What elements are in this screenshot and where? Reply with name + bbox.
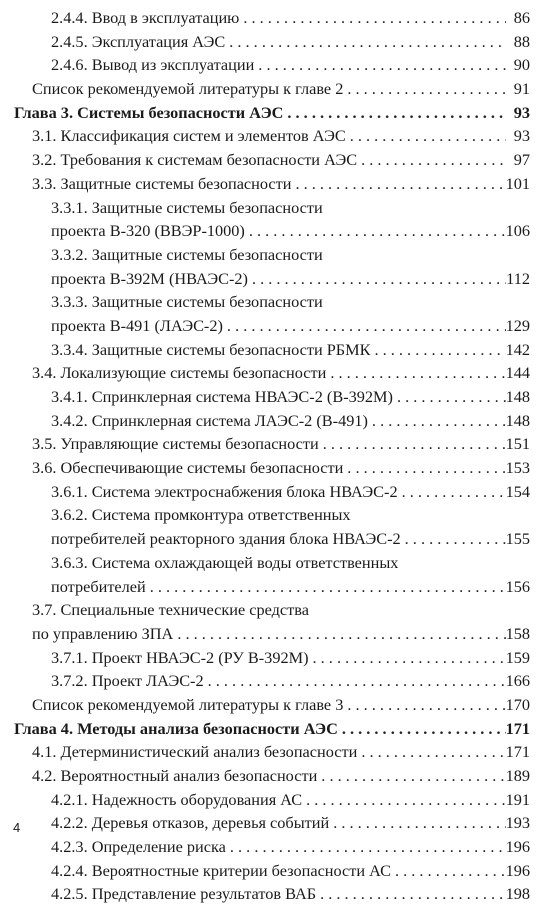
toc-row bbox=[0, 172, 550, 196]
toc-row bbox=[0, 811, 550, 835]
toc-row bbox=[0, 432, 550, 456]
toc-dot-leader bbox=[357, 148, 506, 172]
toc-entry-page: 166 bbox=[505, 671, 530, 691]
toc-row bbox=[0, 267, 550, 291]
toc-dot-leader bbox=[146, 575, 506, 599]
toc-entry-page: 90 bbox=[513, 55, 530, 75]
toc-dot-leader bbox=[317, 764, 505, 788]
toc-entry-title: 4.2.4. Вероятностные критерии безопасности АС bbox=[51, 860, 391, 880]
toc-entry bbox=[51, 480, 530, 504]
toc-dot-leader bbox=[338, 717, 506, 741]
toc-entry-page: 93 bbox=[513, 126, 530, 146]
toc-entry-page: 148 bbox=[505, 410, 530, 430]
toc-dot-leader bbox=[254, 53, 506, 77]
toc-entry bbox=[51, 575, 530, 599]
toc-row bbox=[0, 527, 550, 551]
toc-entry bbox=[51, 6, 530, 30]
toc-row bbox=[0, 764, 550, 788]
toc-entry-title: 3.4.2. Спринклерная система ЛАЭС-2 (В-491) bbox=[51, 410, 368, 430]
toc-row bbox=[0, 338, 550, 362]
toc-dot-leader bbox=[329, 811, 505, 835]
toc-entry bbox=[51, 811, 530, 835]
toc-entry-title: 4.2. Вероятностный анализ безопасности bbox=[32, 766, 318, 785]
toc-entry-page: 148 bbox=[505, 387, 530, 406]
toc-entry bbox=[51, 669, 530, 693]
toc-entry-title: 3.3.4. Защитные системы безопасности РБМК bbox=[51, 339, 371, 359]
toc-dot-leader bbox=[368, 409, 506, 433]
toc-entry-page: 154 bbox=[505, 481, 530, 501]
toc-row bbox=[0, 196, 550, 220]
toc-dot-leader bbox=[283, 101, 506, 125]
toc-entry-page: 151 bbox=[505, 434, 530, 454]
toc-row bbox=[0, 622, 550, 646]
toc-entry bbox=[51, 527, 530, 551]
toc-entry bbox=[51, 788, 530, 812]
toc-entry-title: 2.4.6. Вывод из эксплуатации bbox=[51, 55, 255, 75]
toc-row bbox=[0, 385, 550, 409]
toc-dot-leader bbox=[391, 859, 506, 883]
toc-dot-leader bbox=[319, 432, 506, 456]
toc-entry bbox=[32, 124, 530, 148]
toc-entry-title: 3.3.3. Защитные системы безопасности bbox=[51, 292, 323, 312]
toc-entry bbox=[32, 432, 530, 456]
toc-row bbox=[0, 124, 550, 148]
toc-entry bbox=[51, 882, 530, 906]
toc-entry-title: 3.7.1. Проект НВАЭС-2 (РУ В-392М) bbox=[51, 647, 309, 667]
toc-entry-title: 4.1. Детерминистический анализ безопасности bbox=[32, 742, 358, 762]
toc-row bbox=[0, 243, 550, 267]
toc-row bbox=[0, 788, 550, 812]
toc-entry bbox=[51, 646, 530, 670]
toc-entry bbox=[51, 338, 530, 362]
toc-row bbox=[0, 835, 550, 859]
toc-entry-title: 3.3.1. Защитные системы безопасности bbox=[51, 197, 323, 217]
toc-row bbox=[0, 598, 550, 622]
toc-row bbox=[0, 646, 550, 670]
toc-dot-leader bbox=[343, 693, 505, 717]
toc-entry-page: 91 bbox=[513, 79, 530, 99]
toc-row bbox=[0, 456, 550, 480]
toc-entry-page: 193 bbox=[505, 813, 530, 833]
toc-entry bbox=[32, 77, 530, 101]
toc-row bbox=[0, 409, 550, 433]
toc-entry bbox=[32, 148, 530, 172]
toc-entry-page: 191 bbox=[505, 789, 530, 809]
toc-entry-page: 171 bbox=[505, 742, 530, 762]
toc-entry bbox=[32, 740, 530, 764]
toc-entry-page: 198 bbox=[505, 884, 530, 904]
toc-dot-leader bbox=[225, 30, 506, 54]
toc-dot-leader bbox=[326, 361, 505, 385]
toc-entry-page: 196 bbox=[505, 837, 530, 857]
toc-entry-page: 93 bbox=[513, 102, 530, 122]
toc-entry-title: 2.4.5. Эксплуатация АЭС bbox=[51, 31, 226, 51]
toc-entry bbox=[14, 101, 530, 125]
toc-entry-title: Глава 3. Системы безопасности АЭС bbox=[14, 102, 284, 122]
toc-row bbox=[0, 219, 550, 243]
toc-row bbox=[0, 503, 550, 527]
toc-dot-leader bbox=[401, 527, 506, 551]
toc-row bbox=[0, 669, 550, 693]
toc-dot-leader bbox=[239, 6, 506, 30]
toc-entry-page: 112 bbox=[506, 268, 530, 288]
toc-entry bbox=[51, 30, 530, 54]
toc-row bbox=[0, 740, 550, 764]
toc-row bbox=[0, 551, 550, 575]
toc-dot-leader bbox=[370, 338, 505, 362]
toc-entry-page: 88 bbox=[513, 31, 530, 51]
toc-entry-title: проекта В-320 (ВВЭР-1000) bbox=[51, 221, 245, 241]
toc-dot-leader bbox=[357, 740, 505, 764]
toc-dot-leader bbox=[343, 456, 505, 480]
toc-entry-page: 129 bbox=[505, 315, 530, 335]
toc-row bbox=[0, 53, 550, 77]
toc-entry bbox=[51, 835, 530, 859]
toc-row bbox=[0, 314, 550, 338]
toc-row bbox=[0, 480, 550, 504]
toc-entry-page: 101 bbox=[505, 173, 530, 193]
toc-entry-title: Список рекомендуемой литературы к главе 3 bbox=[32, 694, 344, 714]
toc-row bbox=[0, 859, 550, 883]
toc-entry-title: 3.1. Классификация систем и элементов АЭС bbox=[32, 126, 346, 146]
toc-dot-leader bbox=[393, 385, 506, 409]
toc-entry bbox=[32, 456, 530, 480]
toc-entry-page: 106 bbox=[505, 221, 530, 241]
toc-row bbox=[0, 77, 550, 101]
toc-entry-title: по управлению ЗПА bbox=[32, 623, 174, 643]
toc-entry-title: Список рекомендуемой литературы к главе 2 bbox=[32, 79, 344, 99]
toc-entry bbox=[32, 172, 530, 196]
toc-entry-title: 4.2.3. Определение риска bbox=[51, 837, 226, 857]
toc-entry bbox=[14, 717, 530, 741]
toc-row bbox=[0, 290, 550, 314]
toc-row bbox=[0, 882, 550, 906]
toc-entry-title: 3.6.3. Система охлаждающей воды ответственных bbox=[51, 552, 399, 572]
toc-entry-title: 3.7.2. Проект ЛАЭС-2 bbox=[51, 671, 204, 691]
toc-entry bbox=[32, 361, 530, 385]
toc-entry-title: 4.2.5. Представление результатов ВАБ bbox=[51, 884, 317, 904]
toc-dot-leader bbox=[204, 669, 506, 693]
toc-entry-title: 3.7. Специальные технические средства bbox=[32, 600, 309, 620]
toc-entry bbox=[51, 385, 530, 409]
toc-row bbox=[0, 361, 550, 385]
toc-entry bbox=[32, 693, 530, 717]
toc-row bbox=[0, 693, 550, 717]
toc-dot-leader bbox=[309, 646, 506, 670]
toc-dot-leader bbox=[343, 77, 506, 101]
toc-entry-title: потребителей bbox=[51, 576, 146, 596]
toc-entry-page: 142 bbox=[505, 339, 530, 359]
toc-entry bbox=[51, 314, 530, 338]
toc-chapter-row bbox=[0, 717, 550, 741]
toc-entry-title: 3.5. Управляющие системы безопасности bbox=[32, 434, 319, 454]
toc-row bbox=[0, 575, 550, 599]
toc-entry-title: 3.3. Защитные системы безопасности bbox=[32, 173, 292, 193]
toc-dot-leader bbox=[346, 124, 506, 148]
toc-entry-page: 155 bbox=[505, 529, 530, 549]
toc-entry-page: 171 bbox=[505, 718, 530, 738]
toc-dot-leader bbox=[173, 622, 505, 646]
toc-entry-page: 158 bbox=[505, 623, 530, 643]
toc-entry-page: 170 bbox=[505, 694, 530, 714]
toc-entry-page: 144 bbox=[505, 363, 530, 383]
toc-row bbox=[0, 30, 550, 54]
toc-dot-leader bbox=[316, 882, 506, 906]
toc-dot-leader bbox=[248, 267, 506, 291]
toc-entry-title: 3.3.2. Защитные системы безопасности bbox=[51, 244, 323, 264]
toc-dot-leader bbox=[223, 314, 506, 338]
toc-dot-leader bbox=[291, 172, 505, 196]
table-of-contents bbox=[0, 6, 550, 906]
toc-entry bbox=[32, 622, 530, 646]
toc-entry-page: 86 bbox=[513, 8, 530, 27]
toc-entry-page: 196 bbox=[505, 860, 530, 880]
toc-entry-page: 153 bbox=[505, 458, 530, 478]
toc-entry bbox=[51, 409, 530, 433]
toc-entry-title: 3.6.2. Система промконтура ответственных bbox=[51, 505, 351, 525]
toc-entry bbox=[51, 267, 530, 291]
toc-entry-page: 189 bbox=[505, 766, 530, 785]
toc-entry-title: 3.2. Требования к системам безопасности АЭС bbox=[32, 150, 358, 170]
toc-entry-title: 4.2.2. Деревья отказов, деревья событий bbox=[51, 813, 330, 833]
toc-entry-title: 3.6. Обеспечивающие системы безопасности bbox=[32, 458, 344, 478]
toc-entry bbox=[51, 53, 530, 77]
toc-dot-leader bbox=[226, 835, 506, 859]
toc-entry-title: 3.4. Локализующие системы безопасности bbox=[32, 363, 327, 383]
toc-chapter-row bbox=[0, 101, 550, 125]
toc-entry-title: 4.2.1. Надежность оборудования АС bbox=[51, 789, 303, 809]
toc-entry-title: проекта В-491 (ЛАЭС-2) bbox=[51, 315, 223, 335]
toc-entry-page: 156 bbox=[505, 576, 530, 596]
toc-row bbox=[0, 148, 550, 172]
toc-entry-title: 3.4.1. Спринклерная система НВАЭС-2 (В-392М) bbox=[51, 387, 393, 406]
toc-entry-title: проекта В-392М (НВАЭС-2) bbox=[51, 268, 248, 288]
toc-dot-leader bbox=[398, 480, 506, 504]
toc-row bbox=[0, 6, 550, 30]
toc-entry-title: 3.6.1. Система электроснабжения блока НВАЭС-2 bbox=[51, 481, 398, 501]
toc-entry-title: потребителей реакторного здания блока НВАЭС-2 bbox=[51, 529, 401, 549]
toc-entry bbox=[51, 859, 530, 883]
toc-dot-leader bbox=[302, 788, 506, 812]
toc-entry-title: 2.4.4. Ввод в эксплуатацию bbox=[51, 8, 240, 27]
toc-dot-leader bbox=[245, 219, 506, 243]
page-number: 4 bbox=[13, 820, 21, 835]
toc-entry bbox=[51, 219, 530, 243]
toc-entry-page: 159 bbox=[505, 647, 530, 667]
toc-entry bbox=[32, 764, 530, 788]
toc-entry-title: Глава 4. Методы анализа безопасности АЭС bbox=[14, 718, 338, 738]
toc-entry-page: 97 bbox=[513, 150, 530, 170]
